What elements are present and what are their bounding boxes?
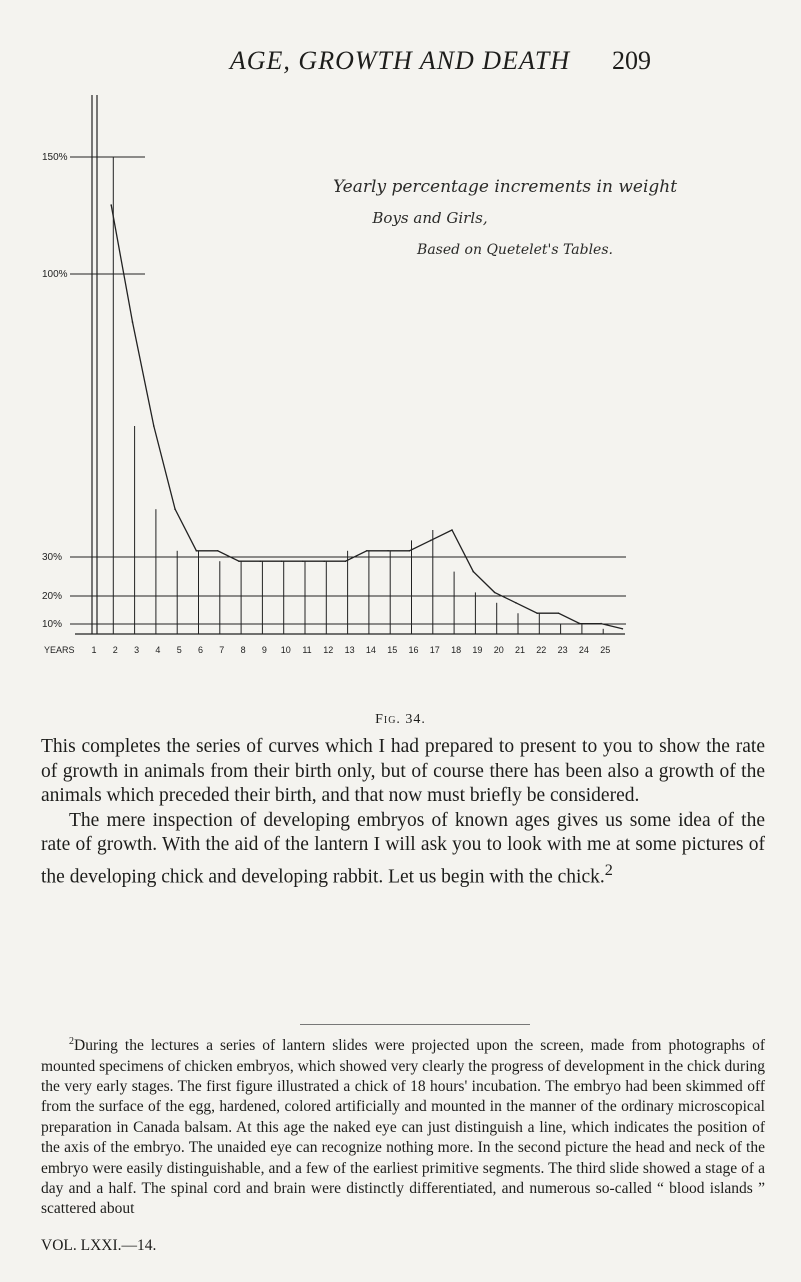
x-tick-label-19: 19	[472, 645, 483, 655]
y-tick-label-3: 20%	[42, 591, 63, 602]
y-tick-label-4: 10%	[42, 619, 63, 630]
footnote-text: During the lectures a series of lantern slides were projected upon the screen, made from photographs of mounted specimens of chicken embryos, which showed very clearly the progress of development in the chick during the very early stages. The first figure illustrated a chick of 18 hours' incubation. The embryo had been skimmed off from the surface of the egg, hardened, colored artificially and mounted in the manner of the ordinary microscopical preparation in Canada balsam. At this age the naked eye can just distinguish a line, which indicates the position of the axis of the embryo. The unaided eye can recognize nothing more. In the second picture the head and neck of the embryo were easily distinguishable, and a few of the earliest primitive segments. The third slide showed a stage of a day and a half. The spinal cord and brain were distinctly differentiated, and numerous so-called “ blood islands ” scattered about	[41, 1037, 765, 1218]
data-point-22	[558, 612, 560, 614]
x-tick-label-6: 6	[197, 645, 204, 655]
y-tick-label-2: 30%	[42, 552, 63, 563]
x-tick-label-2: 2	[112, 645, 118, 655]
annotation-line-3: Based on Quetelet's Tables.	[417, 242, 613, 258]
paragraph-2-text: The mere inspection of developing embryos of known ages gives us some idea of the rate of growth. With the aid of the lantern I will ask you to look with me at some pictures of the developing chick and developing rabbit. Let us begin with the chick.	[41, 809, 765, 887]
x-tick-label-15: 15	[387, 645, 398, 655]
signature-line: VOL. LXXI.—14.	[41, 1237, 157, 1254]
annotation-line-1: Yearly percentage increments in weight	[332, 177, 678, 197]
x-tick-label-11: 11	[302, 645, 312, 655]
x-tick-label-14: 14	[365, 645, 376, 655]
growth-chart-figure	[0, 80, 801, 720]
data-point-7	[238, 560, 240, 562]
running-head	[0, 46, 801, 76]
growth-chart	[0, 80, 801, 720]
data-point-17	[451, 529, 453, 531]
data-point-3	[153, 425, 155, 427]
series-curve	[111, 205, 622, 629]
x-tick-label-13: 13	[344, 645, 355, 655]
y-tick-label-1: 100%	[42, 269, 68, 280]
x-tick-label-3: 3	[134, 645, 140, 655]
running-title: AGE, GROWTH AND DEATH	[229, 46, 571, 75]
footnote-rule	[300, 1024, 530, 1025]
x-tick-label-20: 20	[493, 645, 504, 655]
data-point-12	[345, 560, 347, 562]
x-tick-label-9: 9	[261, 645, 267, 655]
x-tick-label-17: 17	[429, 645, 440, 655]
x-tick-label-5: 5	[176, 645, 182, 655]
data-point-8	[259, 560, 261, 562]
footnote	[41, 1032, 765, 1220]
data-point-14	[387, 550, 389, 552]
data-point-15	[409, 550, 411, 552]
data-point-1	[110, 204, 112, 206]
data-point-21	[536, 612, 538, 614]
x-tick-label-25: 25	[600, 645, 611, 655]
data-point-11	[323, 560, 325, 562]
x-tick-label-24: 24	[578, 645, 589, 655]
x-tick-label-7: 7	[219, 645, 225, 655]
x-tick-label-10: 10	[280, 645, 291, 655]
x-tick-label-8: 8	[240, 645, 246, 655]
data-point-20	[515, 602, 517, 604]
y-tick-label-0: 150%	[42, 152, 68, 163]
data-point-6	[217, 550, 219, 552]
annotation-line-2: Boys and Girls,	[372, 209, 488, 227]
x-axis-prefix: YEARS	[44, 645, 75, 655]
data-point-13	[366, 550, 368, 552]
data-point-9	[281, 560, 283, 562]
data-point-18	[472, 571, 474, 573]
x-tick-label-22: 22	[536, 645, 547, 655]
footnote-reference: 2	[604, 860, 613, 879]
data-point-2	[132, 321, 134, 323]
paragraph-1: This completes the series of curves which I had prepared to present to you to show the rate of growth in animals from their birth only, but of course there has been also a growth of the animals which preceded their birth, and that now must briefly be considered.	[41, 736, 765, 806]
x-tick-label-1: 1	[91, 645, 97, 655]
data-point-16	[430, 540, 432, 542]
data-point-23	[579, 623, 581, 625]
data-point-25	[622, 628, 624, 630]
data-point-24	[600, 623, 602, 625]
data-point-10	[302, 560, 304, 562]
page-number: 209	[612, 46, 651, 75]
x-tick-label-23: 23	[557, 645, 568, 655]
data-point-19	[494, 592, 496, 594]
data-point-5	[196, 550, 198, 552]
footnote-marker: 2	[69, 1036, 74, 1047]
paragraph-2	[41, 809, 765, 890]
x-tick-label-16: 16	[408, 645, 419, 655]
figure-caption: Fig. 34.	[375, 712, 426, 727]
data-point-4	[174, 508, 176, 510]
x-tick-label-18: 18	[451, 645, 462, 655]
x-tick-label-12: 12	[323, 645, 334, 655]
x-tick-label-4: 4	[155, 645, 161, 655]
body-text	[41, 735, 765, 890]
x-tick-label-21: 21	[514, 645, 526, 655]
